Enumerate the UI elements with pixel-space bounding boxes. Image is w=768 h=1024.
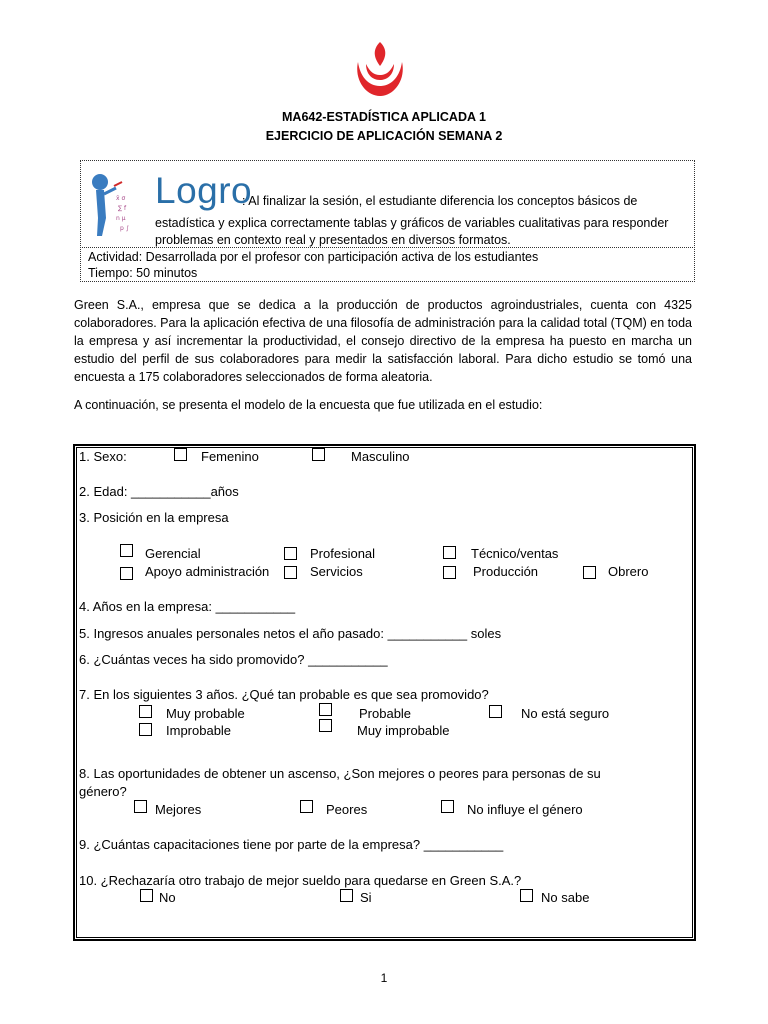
course-title: MA642-ESTADÍSTICA APLICADA 1: [282, 110, 486, 124]
checkbox-muy-probable[interactable]: [139, 705, 152, 718]
q5-label: 5. Ingresos anuales personales netos el año pasado: ___________ soles: [79, 626, 502, 641]
option-produccion: Producción: [473, 564, 539, 579]
option-gerencial: Gerencial: [145, 546, 201, 561]
exercise-subtitle: EJERCICIO DE APLICACIÓN SEMANA 2: [265, 129, 503, 143]
checkbox-apoyo-administracion[interactable]: [120, 567, 133, 580]
activity-text: Actividad: Desarrollada por el profesor con participación activa de los estudiantes: [88, 250, 539, 264]
checkbox-peores[interactable]: [300, 800, 313, 813]
checkbox-obrero[interactable]: [583, 566, 596, 579]
checkbox-muy-improbable[interactable]: [319, 719, 332, 732]
checkbox-masculino[interactable]: [312, 448, 325, 461]
checkbox-improbable[interactable]: [139, 723, 152, 736]
option-muy-improbable: Muy improbable: [357, 723, 450, 738]
option-peores: Peores: [326, 802, 368, 817]
checkbox-probable[interactable]: [319, 703, 332, 716]
option-obrero: Obrero: [608, 564, 649, 579]
logro-text-line2: estadística y explica correctamente tablas y gráficos de variables cualitativas para responder: [155, 216, 669, 230]
option-improbable: Improbable: [166, 723, 232, 738]
option-no-sabe: No sabe: [541, 890, 590, 905]
option-no-esta-seguro: No está seguro: [521, 706, 610, 721]
logro-text-line1: : Al finalizar la sesión, el estudiante diferencia los conceptos básicos de: [242, 194, 638, 208]
option-muy-probable: Muy probable: [166, 706, 245, 721]
svg-text:∑ f: ∑ f: [118, 205, 127, 212]
option-tecnico-ventas: Técnico/ventas: [471, 546, 559, 561]
checkbox-servicios[interactable]: [284, 566, 297, 579]
q2-label: 2. Edad: ___________años: [79, 484, 239, 499]
thinking-figure-icon: [86, 170, 142, 240]
svg-text:p ∫: p ∫: [120, 225, 129, 232]
checkbox-si[interactable]: [340, 889, 353, 902]
option-mejores: Mejores: [155, 802, 202, 817]
q7-label: 7. En los siguientes 3 años. ¿Qué tan probable es que sea promovido?: [79, 687, 489, 702]
time-text: Tiempo: 50 minutos: [88, 266, 198, 280]
checkbox-tecnico-ventas[interactable]: [443, 546, 456, 559]
q3-label: 3. Posición en la empresa: [79, 510, 229, 525]
logro-text-line3: problemas en contexto real y presentados en diversos formatos.: [155, 233, 511, 247]
option-probable: Probable: [359, 706, 412, 721]
option-servicios: Servicios: [310, 564, 363, 579]
checkbox-gerencial[interactable]: [120, 544, 133, 557]
option-no: No: [159, 890, 176, 905]
checkbox-femenino[interactable]: [174, 448, 187, 461]
q4-label: 4. Años en la empresa: ___________: [79, 599, 296, 614]
q10-label: 10. ¿Rechazaría otro trabajo de mejor sueldo para quedarse en Green S.A.?: [79, 873, 522, 888]
checkbox-produccion[interactable]: [443, 566, 456, 579]
option-si: Si: [360, 890, 372, 905]
checkbox-no-influye[interactable]: [441, 800, 454, 813]
checkbox-no-sabe[interactable]: [520, 889, 533, 902]
svg-text:n μ: n μ: [116, 215, 126, 222]
q1-label: 1. Sexo:: [79, 449, 127, 464]
option-profesional: Profesional: [310, 546, 376, 561]
q9-label: 9. ¿Cuántas capacitaciones tiene por parte de la empresa? ___________: [79, 837, 504, 852]
checkbox-mejores[interactable]: [134, 800, 147, 813]
option-femenino: Femenino: [201, 449, 259, 464]
checkbox-no[interactable]: [140, 889, 153, 902]
option-no-influye: No influye el género: [467, 802, 583, 817]
q8-label-line2: género?: [79, 784, 127, 799]
option-apoyo-administracion: Apoyo administración: [145, 564, 270, 579]
logro-heading: Logro: [155, 170, 253, 211]
checkbox-no-esta-seguro[interactable]: [489, 705, 502, 718]
intro-paragraph: Green S.A., empresa que se dedica a la producción de productos agroindustriales, cuenta con 4325 colaboradores. Para la aplicación efectiva de una filosofía de administración para la calidad total (TQM) en toda la empresa y así incrementar la productividad, el consejo directivo de la empresa ha puesto en marcha un estudio del perfil de sus colaboradores para medir la satisfacción laboral. Para dicho estudio se tomó una encuesta a 175 colaboradores seleccionados de forma aleatoria.: [74, 298, 692, 384]
survey-lead: A continuación, se presenta el modelo de la encuesta que fue utilizada en el estudio:: [74, 398, 543, 412]
checkbox-profesional[interactable]: [284, 547, 297, 560]
university-logo: [350, 40, 410, 100]
option-masculino: Masculino: [351, 449, 410, 464]
svg-text:x̄ σ: x̄ σ: [116, 195, 126, 202]
q6-label: 6. ¿Cuántas veces ha sido promovido? ___________: [79, 652, 388, 667]
page-number: 1: [380, 971, 388, 985]
q8-label-line1: 8. Las oportunidades de obtener un ascenso, ¿Son mejores o peores para personas de su: [79, 766, 601, 781]
